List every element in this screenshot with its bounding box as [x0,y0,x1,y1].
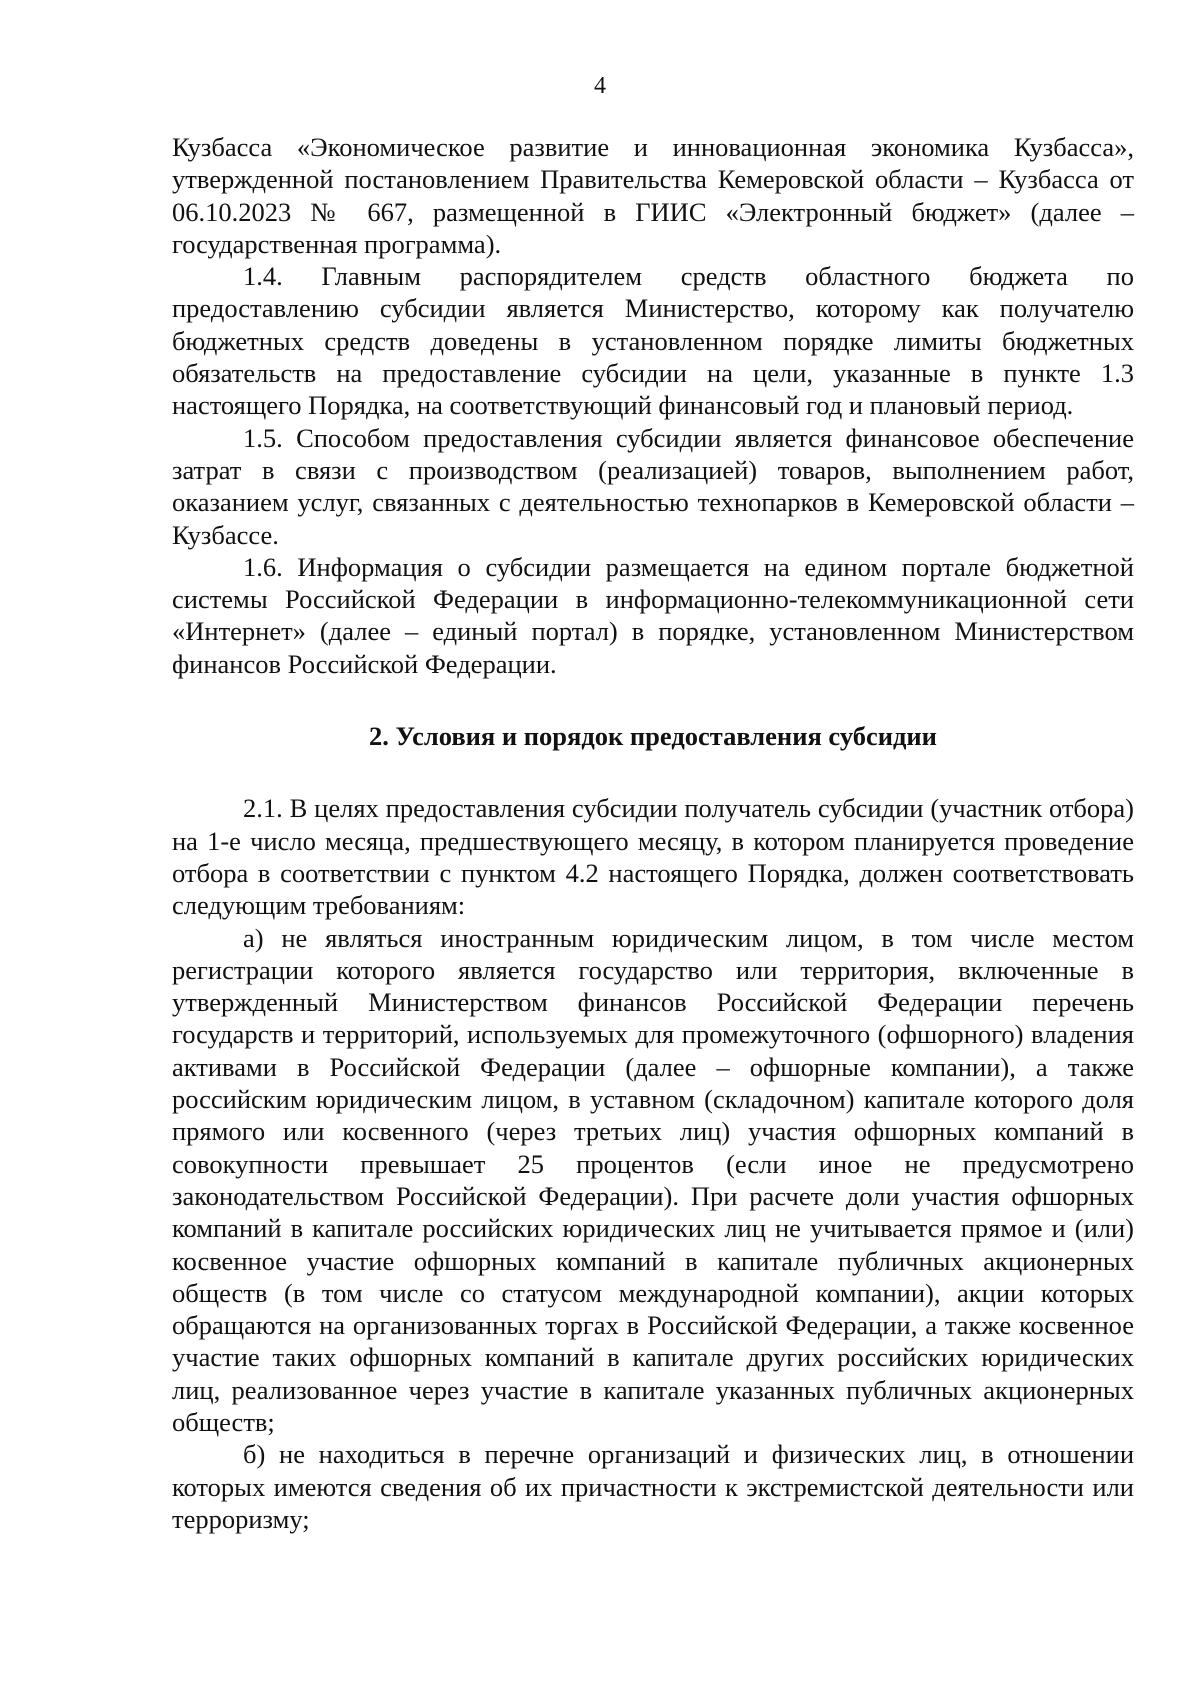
document-body [172,131,1134,1535]
paragraph-program-continuation: Кузбасса «Экономическое развитие и инновационная экономика Кузбасса», утвержденной постановлением Правительства Кемеровской области – Кузбасса от 06.10.2023 № 667, размещенной в ГИИС «Электронный бюджет» (далее – государственная программа). [172,132,1134,259]
section-heading: 2. Условия и порядок предоставления субсидии [369,721,937,752]
paragraph-1-4: 1.4. Главным распорядителем средств областного бюджета по предоставлению субсидии является Министерство, которому как получателю бюджетных средств доведены в установленном порядке лимиты бюджетных обязательств на предоставление субсидии на цели, указанные в пункте 1.3 настоящего Порядка, на соответствующий финансовый год и плановый период. [172,261,1134,421]
paragraph-1-6: 1.6. Информация о субсидии размещается на едином портале бюджетной системы Российской Федерации в информационно-телекоммуникационной сети «Интернет» (далее – единый портал) в порядке, установленном Министерством финансов Российской Федерации. [172,551,1134,679]
paragraph-2-1-a: а) не являться иностранным юридическим лицом, в том числе местом регистрации которого является государство или территория, включенные в утвержденный Министерством финансов Российской Федерации перечень государств и территорий, используемых для промежуточного (офшорного) владения активами в Российской Федерации (далее – офшорные компании), а также российским юридическим лицом, в уставном (складочном) капитале которого доля прямого или косвенного (через третьих лиц) участия офшорных компаний в совокупности превышает 25 процентов (если иное не предусмотрено законодательством Российской Федерации). При расчете доли участия офшорных компаний в капитале российских юридических лиц не учитывается прямое и (или) косвенное участие офшорных компаний в капитале публичных акционерных обществ (в том числе со статусом международной компании), акции которых обращаются на организованных торгах в Российской Федерации, а также косвенное участие таких офшорных компаний в капитале других российских юридических лиц, реализованное через участие в капитале указанных публичных акционерных обществ; [172,922,1134,1437]
paragraph-1-5: 1.5. Способом предоставления субсидии является финансовое обеспечение затрат в связи с производством (реализацией) товаров, выполнением работ, оказанием услуг, связанных с деятельностью технопарков в Кемеровской области – Кузбассе. [172,422,1134,550]
paragraph-2-1: 2.1. В целях предоставления субсидии получатель субсидии (участник отбора) на 1-е число месяца, предшествующего месяцу, в котором планируется проведение отбора в соответствии с пунктом 4.2 настоящего Порядка, должен соответствовать следующим требованиям: [172,793,1134,921]
paragraph-2-1-b: б) не находиться в перечне организаций и физических лиц, в отношении которых имеются сведения об их причастности к экстремистской деятельности или терроризму; [172,1439,1134,1534]
page-number: 4 [594,73,606,99]
